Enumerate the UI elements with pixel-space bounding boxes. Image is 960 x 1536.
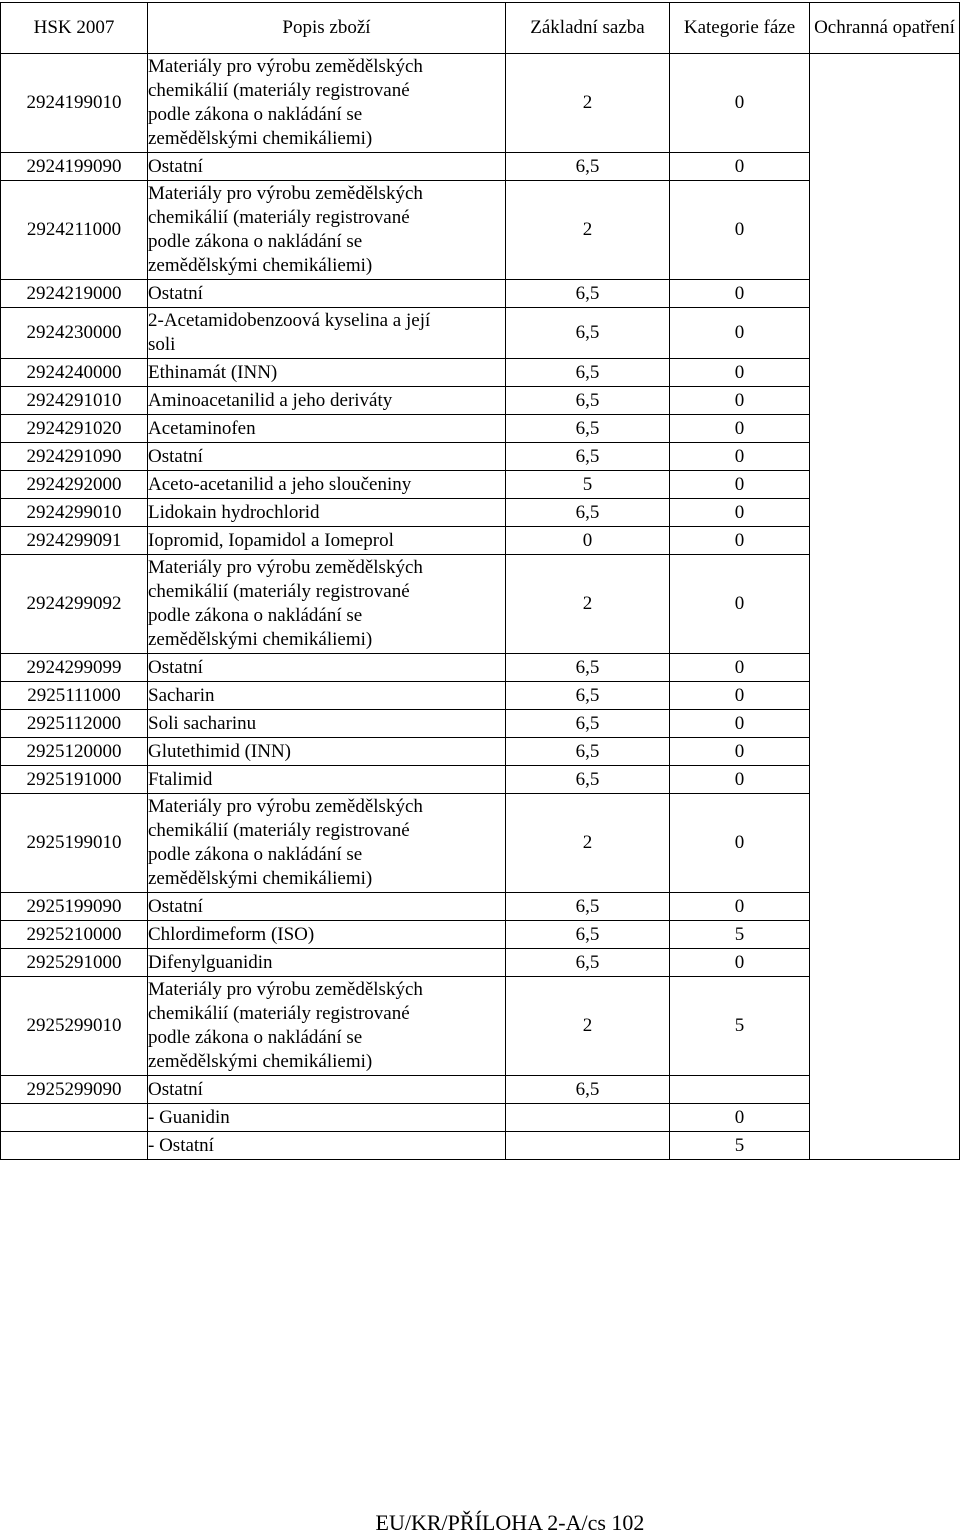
description-line: Chlordimeform (ISO) [148,923,315,945]
hsk-code-cell: 2924199010 [1,54,148,153]
staging-category-cell: 0 [670,738,810,766]
description-line: Ftalimid [148,768,213,790]
description-line: Ostatní [148,895,203,917]
description-cell [148,415,506,443]
staging-category-cell: 0 [670,682,810,710]
description-line: Materiály pro výrobu zemědělských [148,979,423,1000]
staging-category-cell: 0 [670,443,810,471]
staging-category-cell: 0 [670,415,810,443]
base-rate-cell: 5 [506,471,670,499]
hsk-code-cell: 2924299010 [1,499,148,527]
description-cell [148,153,506,181]
staging-category-cell: 0 [670,280,810,308]
header-description: Popis zboží [148,3,506,54]
description-line: Ethinamát (INN) [148,361,278,383]
description-line: zemědělskými chemikáliemi) [148,629,373,650]
description-line: podle zákona o nakládání se [148,1027,363,1048]
hsk-code-cell [1,1104,148,1132]
description-cell [148,54,506,153]
description-cell [148,443,506,471]
description-cell [148,387,506,415]
table-row [1,54,960,153]
hsk-code-cell: 2924240000 [1,359,148,387]
base-rate-cell [506,1104,670,1132]
base-rate-cell: 2 [506,555,670,654]
base-rate-cell: 6,5 [506,359,670,387]
description-line: podle zákona o nakládání se [148,231,363,252]
hsk-code-cell [1,1132,148,1160]
description-line: Aceto-acetanilid a jeho sloučeniny [148,473,412,495]
base-rate-cell: 6,5 [506,1076,670,1104]
description-cell [148,1132,506,1160]
staging-category-cell: 0 [670,555,810,654]
description-line: Lidokain hydrochlorid [148,501,320,523]
base-rate-cell: 6,5 [506,499,670,527]
description-cell [148,682,506,710]
description-cell [148,527,506,555]
staging-category-cell: 0 [670,527,810,555]
header-staging-category: Kategorie fáze [670,3,810,54]
description-line: - Ostatní [148,1134,214,1156]
staging-category-cell: 0 [670,359,810,387]
description-line: zemědělskými chemikáliemi) [148,868,373,889]
base-rate-cell: 6,5 [506,387,670,415]
staging-category-cell: 5 [670,977,810,1076]
description-line: Materiály pro výrobu zemědělských [148,56,423,77]
safeguard-cell [810,54,960,1160]
header-safeguard: Ochranná opatření [810,3,960,54]
hsk-code-cell: 2924292000 [1,471,148,499]
staging-category-cell: 5 [670,921,810,949]
description-cell [148,949,506,977]
tariff-table [0,2,960,1160]
description-line: soli [148,334,176,355]
description-line: 2-Acetamidobenzoová kyselina a její [148,310,431,331]
base-rate-cell: 2 [506,977,670,1076]
staging-category-cell: 0 [670,949,810,977]
staging-category-cell: 0 [670,387,810,415]
base-rate-cell: 6,5 [506,280,670,308]
description-cell [148,738,506,766]
base-rate-cell: 6,5 [506,415,670,443]
description-line: Materiály pro výrobu zemědělských [148,557,423,578]
description-line: Sacharin [148,684,215,706]
base-rate-cell: 6,5 [506,443,670,471]
description-line: podle zákona o nakládání se [148,605,363,626]
description-line: Soli sacharinu [148,712,257,734]
description-cell [148,1104,506,1132]
header-hsk-code: HSK 2007 [1,3,148,54]
description-line: Iopromid, Iopamidol a Iomeprol [148,529,394,551]
description-line: podle zákona o nakládání se [148,104,363,125]
description-line: - Guanidin [148,1106,230,1128]
description-cell [148,471,506,499]
base-rate-cell: 6,5 [506,738,670,766]
hsk-code-cell: 2924299092 [1,555,148,654]
description-cell [148,499,506,527]
hsk-code-cell: 2924230000 [1,308,148,359]
staging-category-cell: 0 [670,794,810,893]
description-line: zemědělskými chemikáliemi) [148,128,373,149]
hsk-code-cell: 2925199090 [1,893,148,921]
staging-category-cell: 0 [670,471,810,499]
staging-category-cell: 0 [670,54,810,153]
base-rate-cell: 0 [506,527,670,555]
hsk-code-cell: 2924291020 [1,415,148,443]
description-line: chemikálií (materiály registrované [148,581,410,602]
description-line: Materiály pro výrobu zemědělských [148,796,423,817]
staging-category-cell: 0 [670,308,810,359]
description-line: zemědělskými chemikáliemi) [148,255,373,276]
description-line: chemikálií (materiály registrované [148,1003,410,1024]
description-line: Ostatní [148,282,203,304]
base-rate-cell [506,1132,670,1160]
base-rate-cell: 2 [506,794,670,893]
base-rate-cell: 2 [506,181,670,280]
hsk-code-cell: 2925210000 [1,921,148,949]
hsk-code-cell: 2924291010 [1,387,148,415]
description-line: chemikálií (materiály registrované [148,207,410,228]
base-rate-cell: 6,5 [506,766,670,794]
description-cell [148,977,506,1076]
description-line: Glutethimid (INN) [148,740,292,762]
page-footer: EU/KR/PŘÍLOHA 2-A/cs 102 [375,1510,645,1535]
hsk-code-cell: 2925191000 [1,766,148,794]
hsk-code-cell: 2925291000 [1,949,148,977]
description-line: Ostatní [148,445,203,467]
hsk-code-cell: 2924211000 [1,181,148,280]
description-line: Aminoacetanilid a jeho deriváty [148,389,393,411]
description-cell [148,280,506,308]
description-line: Materiály pro výrobu zemědělských [148,183,423,204]
description-cell [148,794,506,893]
staging-category-cell: 0 [670,766,810,794]
staging-category-cell: 0 [670,1104,810,1132]
table-body [1,54,960,1160]
hsk-code-cell: 2924299099 [1,654,148,682]
hsk-code-cell: 2924199090 [1,153,148,181]
staging-category-cell: 0 [670,893,810,921]
description-cell [148,921,506,949]
description-line: chemikálií (materiály registrované [148,80,410,101]
description-cell [148,766,506,794]
description-cell [148,555,506,654]
description-cell [148,359,506,387]
base-rate-cell: 6,5 [506,710,670,738]
base-rate-cell: 2 [506,54,670,153]
hsk-code-cell: 2925199010 [1,794,148,893]
description-line: Ostatní [148,656,203,678]
description-line: Ostatní [148,155,203,177]
description-line: Acetaminofen [148,417,256,439]
table-header-row [1,3,960,54]
description-line: Ostatní [148,1078,203,1100]
staging-category-cell: 0 [670,153,810,181]
hsk-code-cell: 2925112000 [1,710,148,738]
hsk-code-cell: 2925299090 [1,1076,148,1104]
staging-category-cell: 0 [670,181,810,280]
description-cell [148,1076,506,1104]
base-rate-cell: 6,5 [506,153,670,181]
hsk-code-cell: 2924291090 [1,443,148,471]
base-rate-cell: 6,5 [506,893,670,921]
staging-category-cell: 0 [670,654,810,682]
description-cell [148,654,506,682]
base-rate-cell: 6,5 [506,654,670,682]
hsk-code-cell: 2924219000 [1,280,148,308]
description-line: chemikálií (materiály registrované [148,820,410,841]
base-rate-cell: 6,5 [506,921,670,949]
hsk-code-cell: 2925111000 [1,682,148,710]
staging-category-cell [670,1076,810,1104]
description-cell [148,181,506,280]
base-rate-cell: 6,5 [506,949,670,977]
description-line: zemědělskými chemikáliemi) [148,1051,373,1072]
hsk-code-cell: 2924299091 [1,527,148,555]
description-cell [148,710,506,738]
staging-category-cell: 0 [670,499,810,527]
description-cell [148,308,506,359]
hsk-code-cell: 2925299010 [1,977,148,1076]
staging-category-cell: 0 [670,710,810,738]
hsk-code-cell: 2925120000 [1,738,148,766]
base-rate-cell: 6,5 [506,682,670,710]
description-line: podle zákona o nakládání se [148,844,363,865]
description-line: Difenylguanidin [148,951,273,973]
base-rate-cell: 6,5 [506,308,670,359]
header-base-rate: Základní sazba [506,3,670,54]
description-cell [148,893,506,921]
staging-category-cell: 5 [670,1132,810,1160]
